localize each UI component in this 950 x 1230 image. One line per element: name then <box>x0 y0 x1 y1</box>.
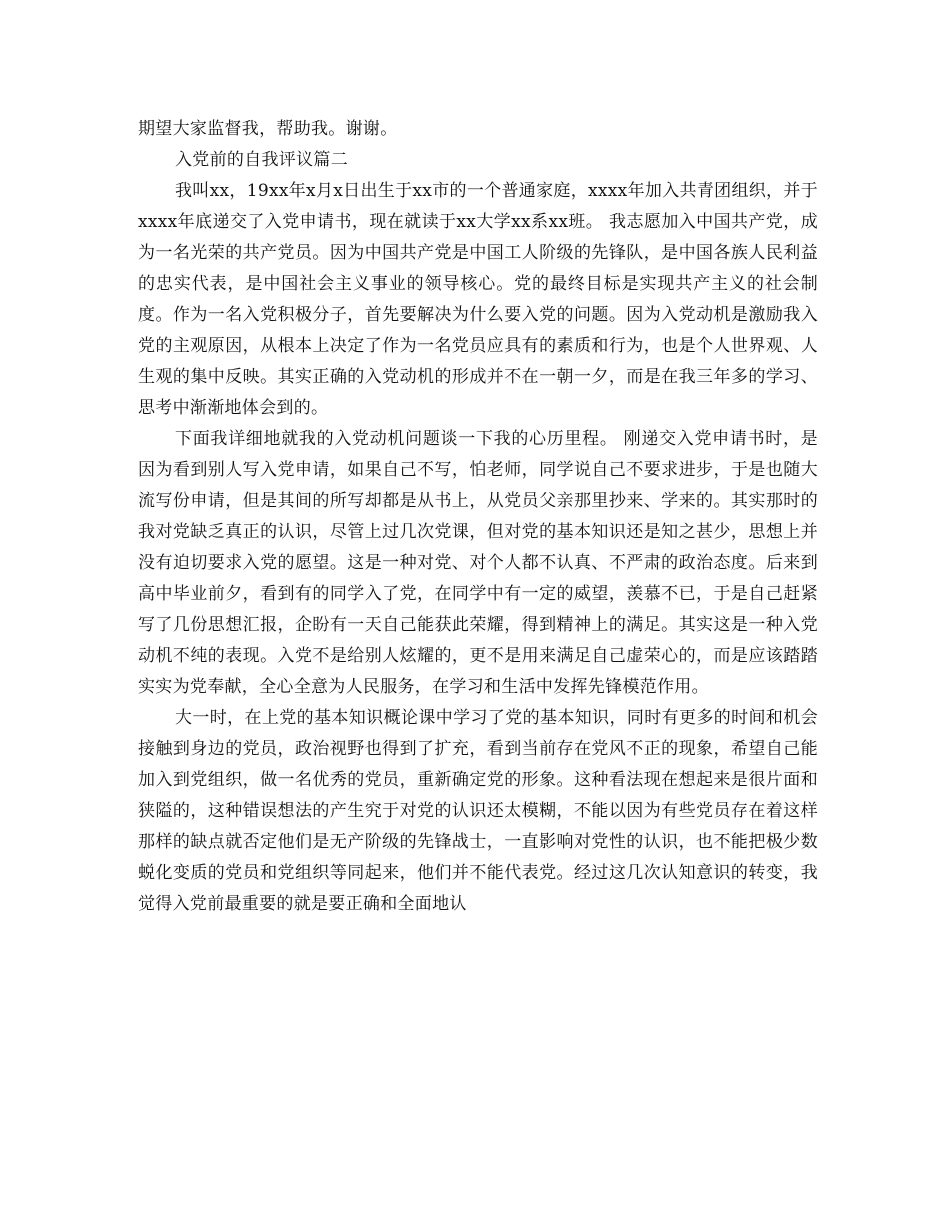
section-heading: 入党前的自我评议篇二 <box>175 150 348 170</box>
paragraph-freshman-year: 大一时，在上党的基本知识概论课中学习了党的基本知识，同时有更多的时间和机会接触到身边的党员，政治视野也得到了扩充，看到当前存在党风不正的现象，希望自己能加入到党组织，做一名优秀的党员，重新确定党的形象。这种看法现在想起来是很片面和狭隘的，这种错误想法的产生究于对党的认识还太模糊，不能以因为有些党员存在着这样那样的缺点就否定他们是无产阶级的先锋战士，一直影响对党性的认识，也不能把极少数蜕化变质的党员和党组织等同起来，他们并不能代表党。经过这几次认知意识的转变，我觉得入党前最重要的就是要正确和全面地认 <box>138 708 818 914</box>
paragraph-introduction: 我叫xx，19xx年x月x日出生于xx市的一个普通家庭，xxxx年加入共青团组织，并于xxxx年底递交了入党申请书，现在就读于xx大学xx系xx班。 我志愿加入中国共产党，成为一名光荣的共产党员。因为中国共产党是中国工人阶级的先锋队，是中国各族人民利益的忠实代表，是中国社会主义事业的领导核心。党的最终目标是实现共产主义的社会制度。作为一名入党积极分子，首先要解决为什么要入党的问题。因为入党动机是激励我入党的主观原因，从根本上决定了作为一名党员应具有的素质和行为，也是个人世界观、人生观的集中反映。其实正确的入党动机的形成并不在一朝一夕，而是在我三年多的学习、思考中渐渐地体会到的。 <box>138 181 818 418</box>
paragraph-closing-line: 期望大家监督我，帮助我。谢谢。 <box>138 119 398 139</box>
document-body <box>138 114 818 920</box>
paragraph-motivation-history: 下面我详细地就我的入党动机问题谈一下我的心历里程。 刚递交入党申请书时，是因为看到别人写入党申请，如果自己不写，怕老师，同学说自己不要求进步，于是也随大流写份申请，但是其间的所写却都是从书上，从党员父亲那里抄来、学来的。其实那时的我对党缺乏真正的认识，尽管上过几次党课，但对党的基本知识还是知之甚少，思想上并没有迫切要求入党的愿望。这是一种对党、对个人都不认真、不严肃的政治态度。后来到高中毕业前夕，看到有的同学入了党，在同学中有一定的威望，羡慕不已，于是自己赶紧写了几份思想汇报，企盼有一天自己能获此荣耀，得到精神上的满足。其实这是一种入党动机不纯的表现。入党不是给别人炫耀的，更不是用来满足自己虚荣心的，而是应该踏踏实实为党奉献，全心全意为人民服务，在学习和生活中发挥先锋模范作用。 <box>138 429 818 697</box>
